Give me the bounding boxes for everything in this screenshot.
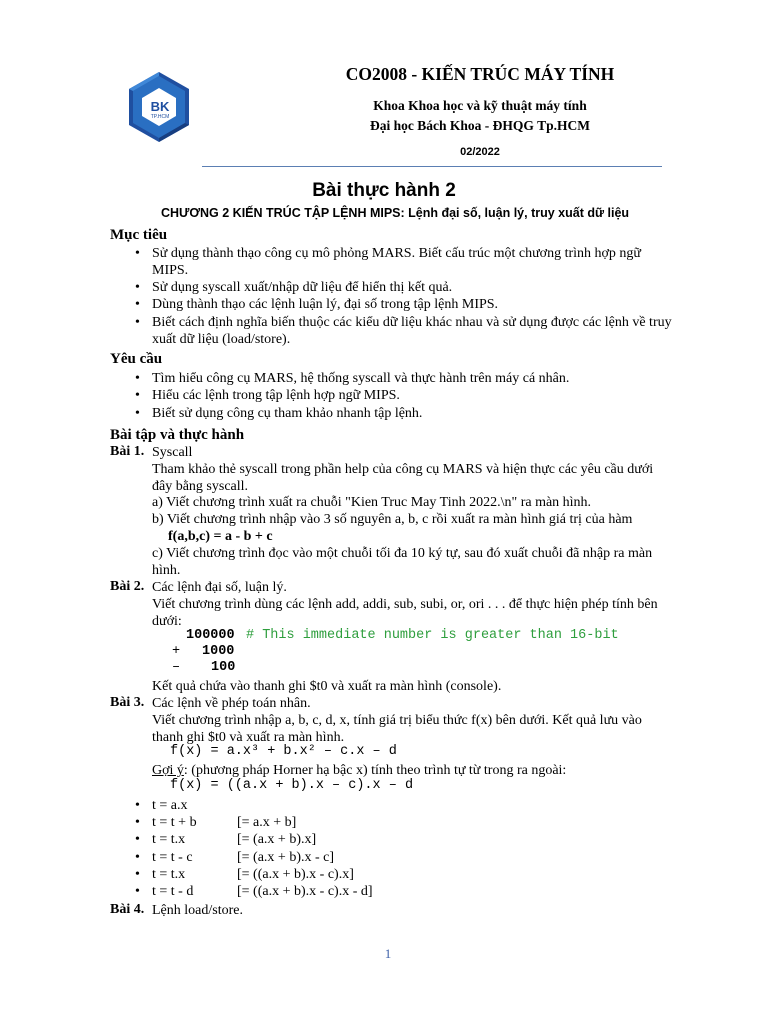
exercise-2-desc: Viết chương trình dùng các lệnh add, addi, sub, subi, or, ori . . . để thực hiện phép tính bên dưới: <box>152 597 658 629</box>
step-note: [= ((a.x + b).x - c).x] <box>237 867 354 882</box>
operand-2: 1000 <box>202 644 235 659</box>
objective-item: • Sử dụng syscall xuất/nhập dữ liệu để hiển thị kết quả. <box>152 279 672 296</box>
requirement-item: • Hiểu các lệnh trong tập lệnh hợp ngữ MIPS. <box>152 387 672 404</box>
step-note: [= ((a.x + b).x - c).x - d] <box>237 884 373 899</box>
exercise-1c: c) Viết chương trình đọc vào một chuỗi tối đa 10 ký tự, sau đó xuất chuỗi đã nhập ra màn hình. <box>152 546 653 578</box>
objective-item: • Dùng thành thạo các lệnh luận lý, đại số trong tập lệnh MIPS. <box>152 296 672 313</box>
step-expr: • t = a.x <box>152 797 272 814</box>
polynomial-formula: f(x) = a.x³ + b.x² – c.x – d <box>170 744 397 759</box>
step-expr: • t = t - d <box>152 883 272 900</box>
exercise-2-result: Kết quả chứa vào thanh ghi $t0 và xuất ra màn hình (console). <box>152 679 502 694</box>
minus-operator: – <box>172 660 181 675</box>
university-name: Đại học Bách Khoa - ĐHQG Tp.HCM <box>370 118 590 133</box>
requirement-item: • Tìm hiểu công cụ MARS, hệ thống syscall và thực hành trên máy cá nhân. <box>152 370 672 387</box>
exercise-3-label: Bài 3. <box>110 695 145 710</box>
exercises-heading: Bài tập và thực hành <box>110 427 245 443</box>
lab-title: Bài thực hành 2 <box>312 180 456 201</box>
code-comment: # This immediate number is greater than 16-bit <box>246 628 619 643</box>
step-expr: • t = t - c <box>152 849 272 866</box>
logo-subtext: TP.HCM <box>150 114 170 120</box>
objective-item: • Biết cách định nghĩa biến thuộc các kiểu dữ liệu khác nhau và sử dụng được các lệnh về truy xuất dữ liệu (load/store). <box>152 314 672 348</box>
step-expr: • t = t + b <box>152 814 272 831</box>
exercise-4-title: Lệnh load/store. <box>152 903 243 918</box>
plus-operator: + <box>172 644 181 659</box>
chapter-title: CHƯƠNG 2 KIẾN TRÚC TẬP LỆNH MIPS: Lệnh đại số, luận lý, truy xuất dữ liệu <box>160 206 630 220</box>
faculty-name: Khoa Khoa học và kỹ thuật máy tính <box>373 98 587 113</box>
exercise-2-title: Các lệnh đại số, luận lý. <box>152 580 287 595</box>
hint-text: : (phương pháp Horner hạ bậc x) tính theo trình tự từ trong ra ngoài: <box>183 763 567 778</box>
step-expr: • t = t.x <box>152 866 272 883</box>
horner-formula: f(x) = ((a.x + b).x – c).x – d <box>170 778 414 793</box>
logo-text: BK <box>150 99 170 114</box>
step-note: [= a.x + b] <box>237 815 297 830</box>
hint-line <box>152 762 566 779</box>
exercise-1-title: Syscall <box>152 445 193 460</box>
exercise-1-desc: Tham khảo thẻ syscall trong phần help của công cụ MARS và hiện thực các yêu cầu dưới đây bằng syscall. <box>152 462 654 494</box>
course-title: CO2008 - KIẾN TRÚC MÁY TÍNH <box>345 64 615 84</box>
header-divider <box>202 166 662 167</box>
exercise-1-label: Bài 1. <box>110 444 145 459</box>
exercise-2-label: Bài 2. <box>110 579 145 594</box>
operand-1: 100000 <box>186 628 235 643</box>
exercise-3-desc: Viết chương trình nhập a, b, c, d, x, tính giá trị biểu thức f(x) bên dưới. Kết quả lưu vào thanh ghi $t0 và xuất ra màn hình. <box>152 713 642 745</box>
exercise-1b-formula: f(a,b,c) = a - b + c <box>168 529 273 544</box>
operand-3: 100 <box>211 660 236 675</box>
requirements-heading: Yêu cầu <box>110 351 163 367</box>
requirement-item: • Biết sử dụng công cụ tham khảo nhanh tập lệnh. <box>152 405 672 422</box>
objective-item: • Sử dụng thành thạo công cụ mô phỏng MARS. Biết cấu trúc một chương trình hợp ngữ MIPS. <box>152 245 672 279</box>
exercise-1b: b) Viết chương trình nhập vào 3 số nguyên a, b, c rồi xuất ra màn hình giá trị của hàm <box>152 512 633 527</box>
page-number: 1 <box>384 946 392 961</box>
exercise-1a: a) Viết chương trình xuất ra chuỗi "Kien Truc May Tinh 2022.\n" ra màn hình. <box>152 495 592 510</box>
document-date: 02/2022 <box>460 146 500 158</box>
exercise-3-title: Các lệnh về phép toán nhân. <box>152 696 311 711</box>
objectives-heading: Mục tiêu <box>110 227 168 243</box>
step-expr: • t = t.x <box>152 831 272 848</box>
step-note: [= (a.x + b).x] <box>237 832 317 847</box>
exercise-4-label: Bài 4. <box>110 902 145 917</box>
step-note: [= (a.x + b).x - c] <box>237 850 335 865</box>
hint-label: Gợi ý <box>152 763 184 778</box>
